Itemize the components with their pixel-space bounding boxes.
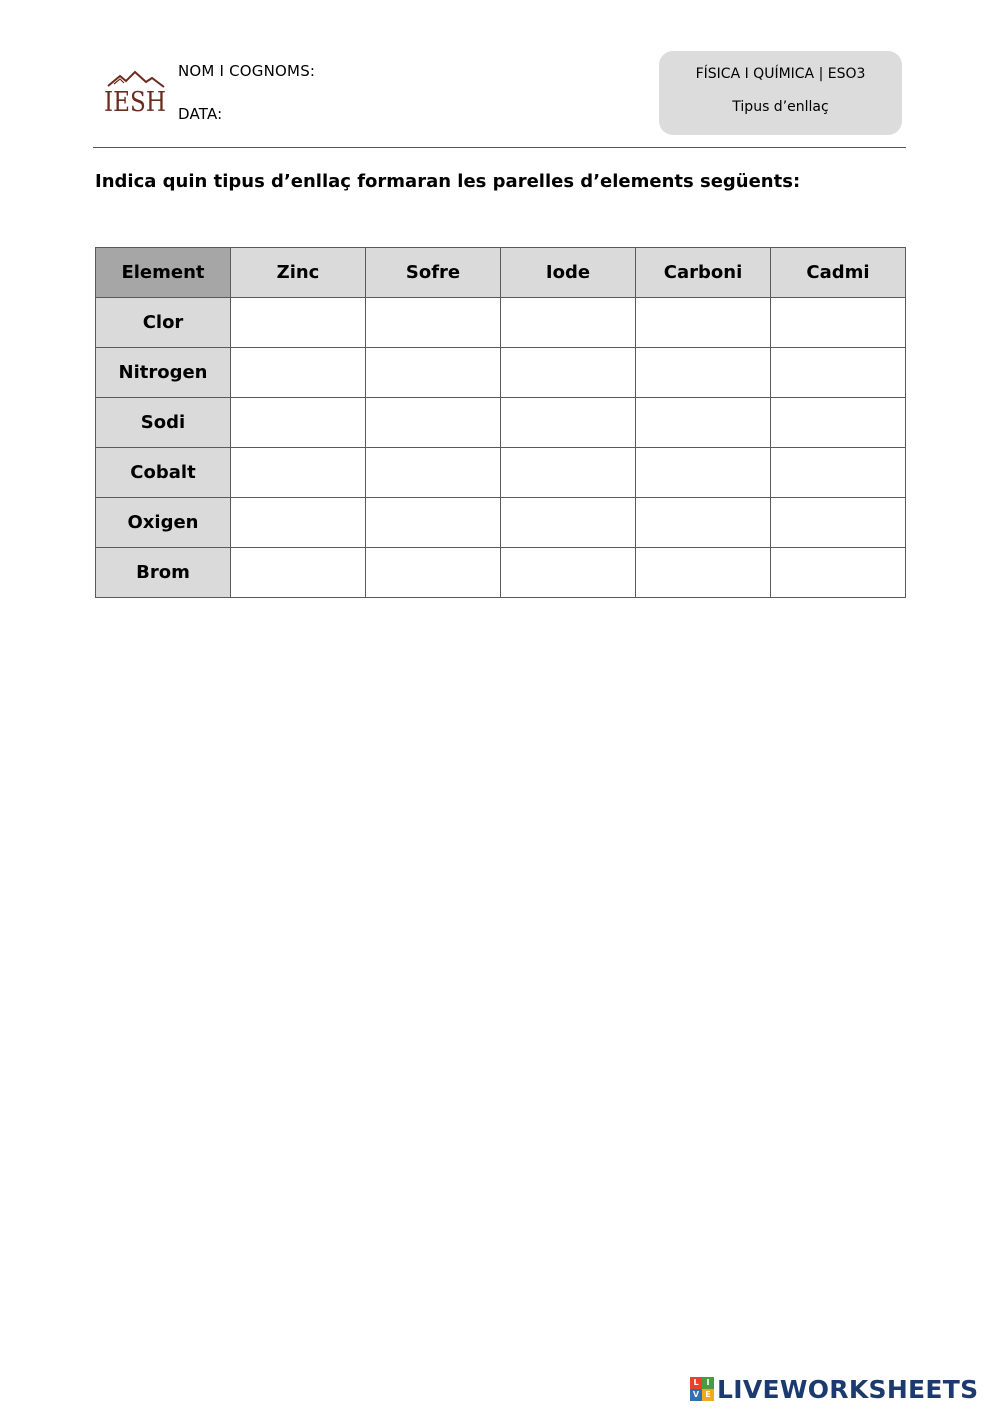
answer-cell[interactable] — [366, 498, 501, 548]
answer-cell[interactable] — [771, 448, 906, 498]
instruction-text: Indica quin tipus d’enllaç formaran les parelles d’elements següents: — [95, 171, 801, 192]
answer-cell[interactable] — [231, 348, 366, 398]
answer-cell[interactable] — [366, 398, 501, 448]
answer-cell[interactable] — [501, 298, 636, 348]
answer-cell[interactable] — [771, 498, 906, 548]
answer-cell[interactable] — [771, 298, 906, 348]
topic-title: Tipus d’enllaç — [732, 99, 829, 115]
date-label: DATA: — [178, 105, 223, 123]
brand-icon-letter: E — [702, 1389, 714, 1401]
answer-cell[interactable] — [231, 298, 366, 348]
answer-cell[interactable] — [231, 548, 366, 598]
column-header: Iode — [501, 248, 636, 298]
answer-cell[interactable] — [501, 448, 636, 498]
answer-cell[interactable] — [501, 498, 636, 548]
row-header: Nitrogen — [96, 348, 231, 398]
brand-icon-letter: I — [702, 1377, 714, 1389]
subject-box — [659, 51, 902, 135]
liveworksheets-brand — [690, 1374, 978, 1404]
answer-cell[interactable] — [501, 398, 636, 448]
answer-cell[interactable] — [636, 548, 771, 598]
svg-text:IESH: IESH — [104, 87, 166, 118]
answer-cell[interactable] — [231, 448, 366, 498]
bond-type-table — [95, 247, 906, 598]
answer-cell[interactable] — [366, 548, 501, 598]
table-row — [96, 448, 906, 498]
column-header: Cadmi — [771, 248, 906, 298]
answer-cell[interactable] — [636, 348, 771, 398]
answer-cell[interactable] — [501, 348, 636, 398]
row-header: Sodi — [96, 398, 231, 448]
answer-cell[interactable] — [636, 498, 771, 548]
answer-cell[interactable] — [771, 548, 906, 598]
school-logo — [102, 68, 168, 116]
liveworksheets-icon — [690, 1377, 714, 1401]
corner-header: Element — [96, 248, 231, 298]
answer-cell[interactable] — [636, 398, 771, 448]
answer-cell[interactable] — [501, 548, 636, 598]
table-row — [96, 548, 906, 598]
brand-text: LIVEWORKSHEETS — [717, 1374, 979, 1404]
table-row — [96, 348, 906, 398]
answer-cell[interactable] — [366, 298, 501, 348]
column-header: Zinc — [231, 248, 366, 298]
answer-cell[interactable] — [636, 298, 771, 348]
row-header: Brom — [96, 548, 231, 598]
name-label: NOM I COGNOMS: — [178, 62, 316, 80]
column-header: Sofre — [366, 248, 501, 298]
header-divider — [93, 147, 906, 148]
table-row — [96, 298, 906, 348]
answer-cell[interactable] — [366, 348, 501, 398]
answer-cell[interactable] — [636, 448, 771, 498]
answer-cell[interactable] — [771, 348, 906, 398]
column-header: Carboni — [636, 248, 771, 298]
brand-icon-letter: L — [690, 1377, 702, 1389]
subject-title: FÍSICA I QUÍMICA | ESO3 — [695, 66, 866, 82]
row-header: Oxigen — [96, 498, 231, 548]
answer-cell[interactable] — [231, 498, 366, 548]
answer-cell[interactable] — [366, 448, 501, 498]
table-header-row — [96, 248, 906, 298]
answer-cell[interactable] — [231, 398, 366, 448]
brand-icon-letter: V — [690, 1389, 702, 1401]
row-header: Cobalt — [96, 448, 231, 498]
table-row — [96, 398, 906, 448]
table-row — [96, 498, 906, 548]
answer-cell[interactable] — [771, 398, 906, 448]
row-header: Clor — [96, 298, 231, 348]
